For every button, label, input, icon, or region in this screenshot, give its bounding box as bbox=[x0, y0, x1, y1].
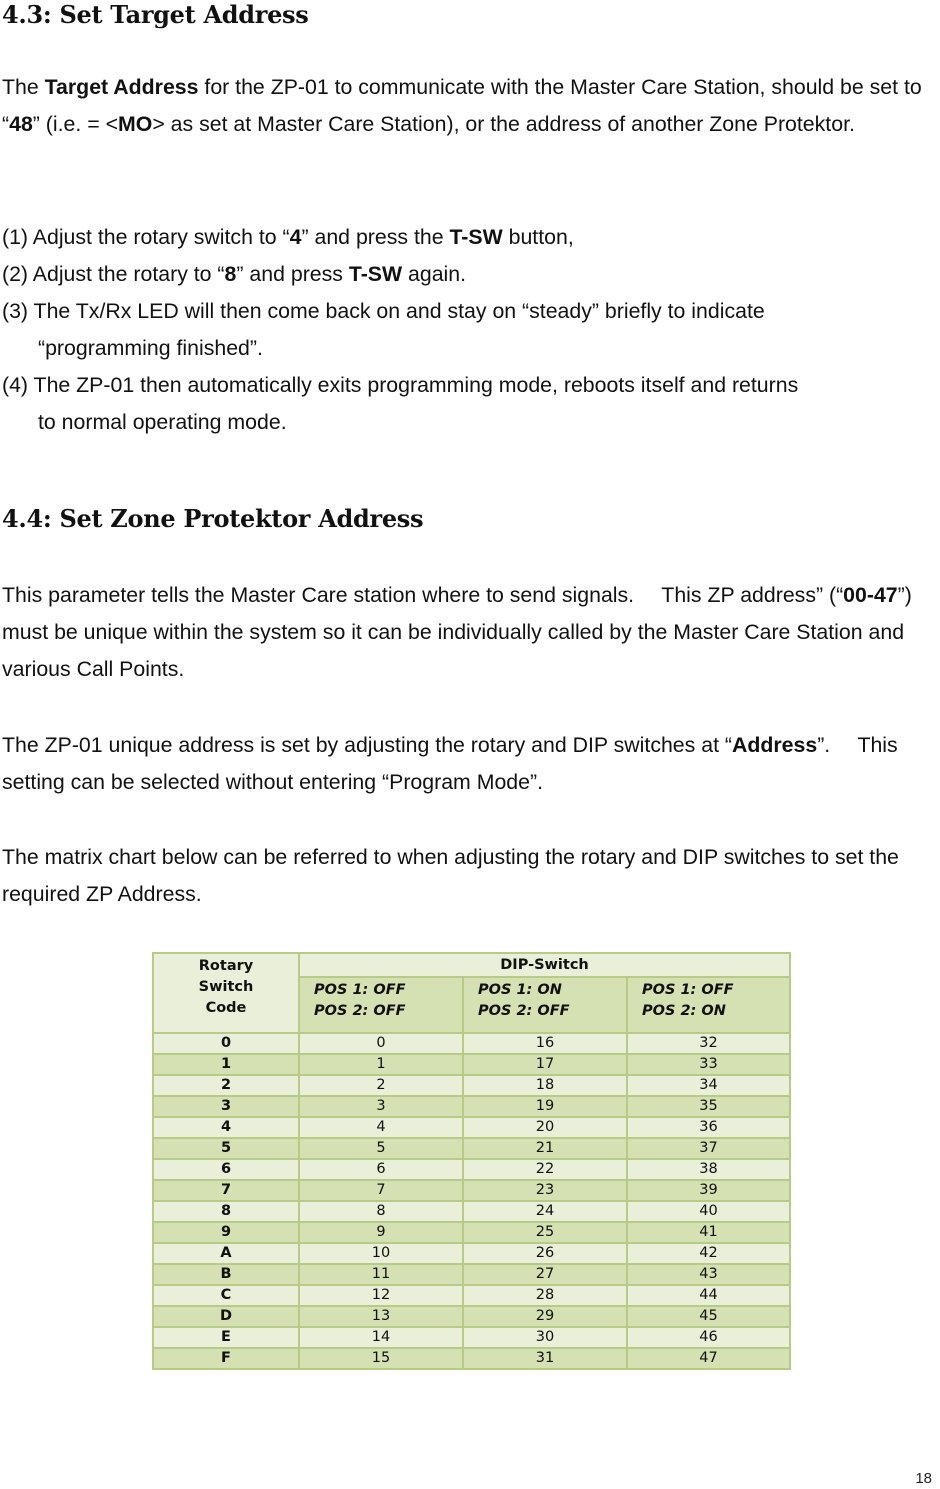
rotary-code-cell: 9 bbox=[153, 1222, 299, 1243]
address-cell: 33 bbox=[627, 1054, 790, 1075]
zone-address-para-1: This parameter tells the Master Care station where to send signals. This ZP address” (“00-47”) must be unique within the system so it can be individually called by the Master Care Station and various Call Points. bbox=[2, 583, 912, 681]
address-cell: 32 bbox=[627, 1033, 790, 1054]
address-cell: 37 bbox=[627, 1138, 790, 1159]
rotary-code-cell: 1 bbox=[153, 1054, 299, 1075]
table-row bbox=[153, 1222, 790, 1243]
rotary-code-cell: B bbox=[153, 1264, 299, 1285]
rotary-code-cell: 6 bbox=[153, 1159, 299, 1180]
dip-switch-header: DIP-Switch bbox=[299, 953, 790, 977]
address-cell: 12 bbox=[299, 1285, 463, 1306]
table-row bbox=[153, 1180, 790, 1201]
page-number: 18 bbox=[915, 1470, 932, 1487]
table-row bbox=[153, 1306, 790, 1327]
rotary-code-cell: D bbox=[153, 1306, 299, 1327]
address-cell: 31 bbox=[463, 1348, 627, 1369]
address-cell: 39 bbox=[627, 1180, 790, 1201]
address-cell: 35 bbox=[627, 1096, 790, 1117]
address-cell: 30 bbox=[463, 1327, 627, 1348]
zone-address-para-2: The ZP-01 unique address is set by adjusting the rotary and DIP switches at “Address”. This setting can be selected without entering “Program Mode”. bbox=[2, 733, 898, 794]
address-cell: 46 bbox=[627, 1327, 790, 1348]
address-cell: 29 bbox=[463, 1306, 627, 1327]
rotary-switch-header: Rotary Switch Code bbox=[153, 953, 299, 1033]
address-cell: 26 bbox=[463, 1243, 627, 1264]
table-row bbox=[153, 1075, 790, 1096]
address-matrix-table bbox=[152, 952, 791, 1370]
address-cell: 3 bbox=[299, 1096, 463, 1117]
address-cell: 9 bbox=[299, 1222, 463, 1243]
rotary-code-cell: A bbox=[153, 1243, 299, 1264]
address-cell: 6 bbox=[299, 1159, 463, 1180]
rotary-code-cell: 2 bbox=[153, 1075, 299, 1096]
address-cell: 24 bbox=[463, 1201, 627, 1222]
target-address-intro: The Target Address for the ZP-01 to communicate with the Master Care Station, should be set to “48” (i.e. = <MO> as set at Master Care Station), or the address of another Zone Protektor. bbox=[2, 75, 922, 136]
address-cell: 2 bbox=[299, 1075, 463, 1096]
address-cell: 34 bbox=[627, 1075, 790, 1096]
table-row bbox=[153, 1327, 790, 1348]
step-3: (3) The Tx/Rx LED will then come back on and stay on “steady” briefly to indicate “programming finished”. bbox=[2, 299, 765, 360]
address-cell: 40 bbox=[627, 1201, 790, 1222]
address-cell: 38 bbox=[627, 1159, 790, 1180]
address-cell: 43 bbox=[627, 1264, 790, 1285]
table-row bbox=[153, 1243, 790, 1264]
address-cell: 14 bbox=[299, 1327, 463, 1348]
section-heading-target-address: 4.3: Set Target Address bbox=[2, 0, 309, 29]
rotary-code-cell: 8 bbox=[153, 1201, 299, 1222]
table-row bbox=[153, 1054, 790, 1075]
address-cell: 16 bbox=[463, 1033, 627, 1054]
address-cell: 41 bbox=[627, 1222, 790, 1243]
address-cell: 36 bbox=[627, 1117, 790, 1138]
address-cell: 20 bbox=[463, 1117, 627, 1138]
table-row bbox=[153, 1033, 790, 1054]
table-row bbox=[153, 1096, 790, 1117]
rotary-code-cell: 0 bbox=[153, 1033, 299, 1054]
address-cell: 11 bbox=[299, 1264, 463, 1285]
rotary-code-cell: C bbox=[153, 1285, 299, 1306]
dip-column-header: POS 1: ON POS 2: OFF bbox=[463, 977, 627, 1033]
section-heading-zone-address: 4.4: Set Zone Protektor Address bbox=[2, 504, 424, 533]
address-cell: 4 bbox=[299, 1117, 463, 1138]
address-cell: 0 bbox=[299, 1033, 463, 1054]
rotary-code-cell: 4 bbox=[153, 1117, 299, 1138]
rotary-code-cell: 7 bbox=[153, 1180, 299, 1201]
address-cell: 21 bbox=[463, 1138, 627, 1159]
address-cell: 15 bbox=[299, 1348, 463, 1369]
table-row bbox=[153, 1348, 790, 1369]
table-row bbox=[153, 1264, 790, 1285]
table-row bbox=[153, 1285, 790, 1306]
table-row bbox=[153, 1201, 790, 1222]
address-cell: 7 bbox=[299, 1180, 463, 1201]
table-row bbox=[153, 1138, 790, 1159]
address-cell: 19 bbox=[463, 1096, 627, 1117]
dip-column-header: POS 1: OFF POS 2: ON bbox=[627, 977, 790, 1033]
rotary-code-cell: E bbox=[153, 1327, 299, 1348]
address-cell: 23 bbox=[463, 1180, 627, 1201]
rotary-code-cell: 5 bbox=[153, 1138, 299, 1159]
address-cell: 47 bbox=[627, 1348, 790, 1369]
address-cell: 13 bbox=[299, 1306, 463, 1327]
address-cell: 17 bbox=[463, 1054, 627, 1075]
address-cell: 5 bbox=[299, 1138, 463, 1159]
address-cell: 45 bbox=[627, 1306, 790, 1327]
step-2: (2) Adjust the rotary to “8” and press T-SW again. bbox=[2, 262, 467, 286]
address-cell: 10 bbox=[299, 1243, 463, 1264]
address-cell: 28 bbox=[463, 1285, 627, 1306]
address-cell: 44 bbox=[627, 1285, 790, 1306]
step-4: (4) The ZP-01 then automatically exits programming mode, reboots itself and returns to normal operating mode. bbox=[2, 373, 799, 434]
address-cell: 22 bbox=[463, 1159, 627, 1180]
step-1: (1) Adjust the rotary switch to “4” and press the T-SW button, bbox=[2, 225, 574, 249]
address-cell: 42 bbox=[627, 1243, 790, 1264]
table-row bbox=[153, 1117, 790, 1138]
address-cell: 1 bbox=[299, 1054, 463, 1075]
dip-column-header: POS 1: OFF POS 2: OFF bbox=[299, 977, 463, 1033]
address-cell: 27 bbox=[463, 1264, 627, 1285]
address-cell: 8 bbox=[299, 1201, 463, 1222]
address-cell: 25 bbox=[463, 1222, 627, 1243]
rotary-code-cell: F bbox=[153, 1348, 299, 1369]
address-cell: 18 bbox=[463, 1075, 627, 1096]
zone-address-para-3: The matrix chart below can be referred to when adjusting the rotary and DIP switches to set the required ZP Address. bbox=[2, 845, 899, 906]
table-row bbox=[153, 1159, 790, 1180]
rotary-code-cell: 3 bbox=[153, 1096, 299, 1117]
